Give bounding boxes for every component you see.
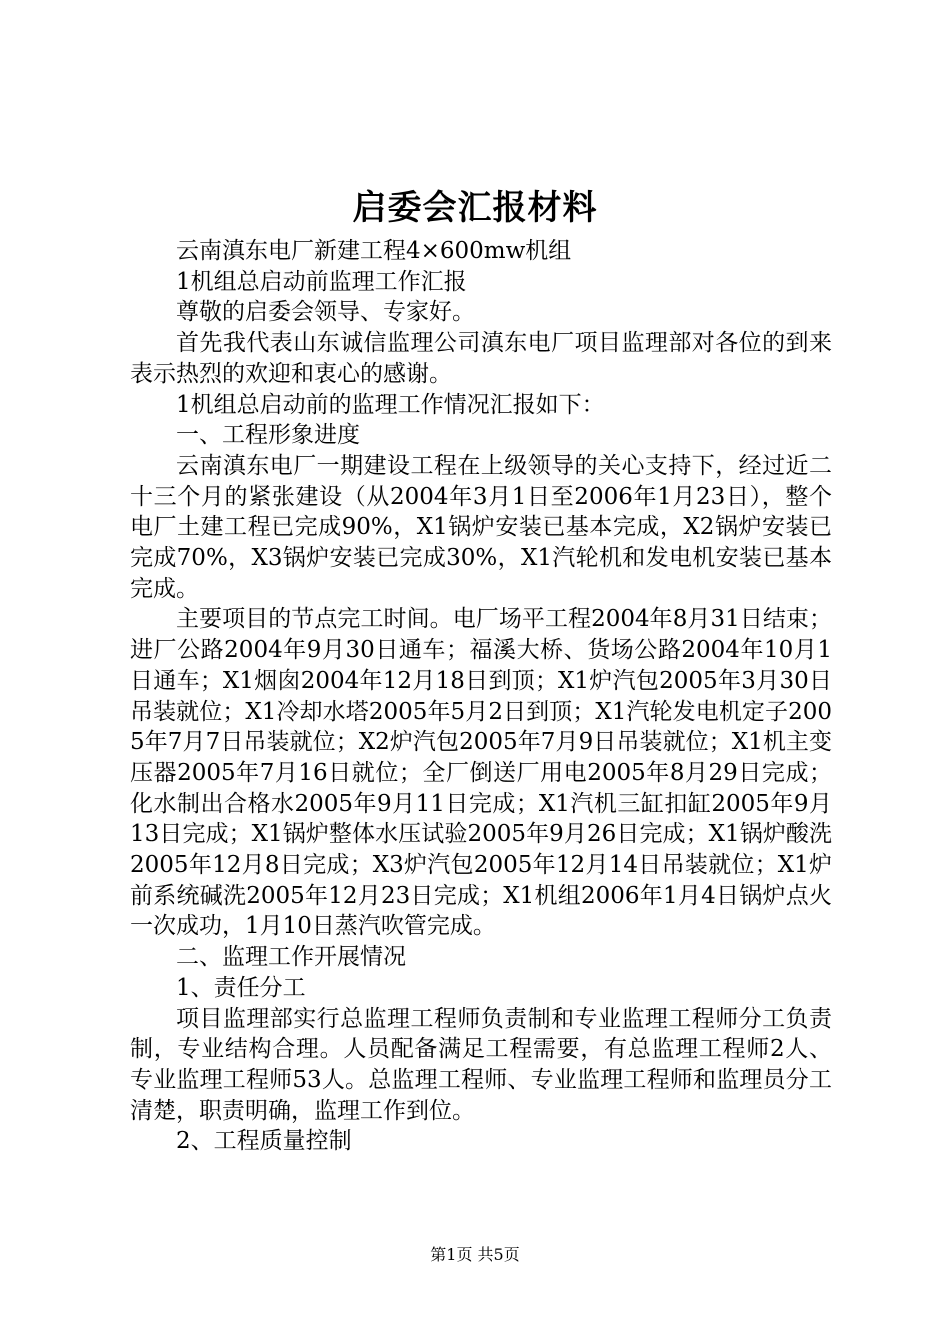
subsection-heading-responsibility: 1、责任分工 [176, 974, 306, 1001]
paragraph-report-intro: 1机组总启动前的监理工作情况汇报如下： [176, 391, 605, 418]
section-heading-progress: 一、工程形象进度 [176, 422, 360, 449]
paragraph-project-name: 云南滇东电厂新建工程4×600mw机组 [176, 238, 572, 264]
paragraph-welcome: 首先我代表山东诚信监理公司滇东电厂项目监理部对各位的到来表示热烈的欢迎和衷心的感谢。 [130, 330, 832, 387]
paragraph-greeting: 尊敬的启委会领导、专家好。 [176, 299, 475, 326]
subsection-heading-quality: 2、工程质量控制 [176, 1128, 352, 1155]
paragraph-responsibility: 项目监理部实行总监理工程师负责制和专业监理工程师分工负责制，专业结构合理。人员配备满足工程需要，有总监理工程师2人、专业监理工程师53人。总监理工程师、专业监理工程师和监理员分工清楚，职责明确，监理工作到位。 [130, 1005, 832, 1124]
paragraph-report-subtitle: 1机组总启动前监理工作汇报 [176, 268, 467, 295]
paragraph-progress-overview: 云南滇东电厂一期建设工程在上级领导的关心支持下，经过近二十三个月的紧张建设（从2004年3月1日至2006年1月23日），整个电厂土建工程已完成90%，X1锅炉安装已基本完成，X2锅炉安装已完成70%，X3锅炉安装已完成30%，X1汽轮机和发电机安装已基本完成。 [130, 452, 832, 602]
document-body [130, 236, 832, 1157]
document-title: 启委会汇报材料 [352, 188, 598, 228]
paragraph-milestones: 主要项目的节点完工时间。电厂场平工程2004年8月31日结束；进厂公路2004年9月30日通车；福溪大桥、货场公路2004年10月1日通车；X1烟囱2004年12月18日到顶；X1炉汽包2005年3月30日吊装就位；X1冷却水塔2005年5月2日到顶；X1汽轮发电机定子2005年7月7日吊装就位；X2炉汽包2005年7月9日吊装就位；X1机主变压器2005年7月16日就位；全厂倒送厂用电2005年8月29日完成；化水制出合格水2005年9月11日完成；X1汽机三缸扣缸2005年9月13日完成；X1锅炉整体水压试验2005年9月26日完成；X1锅炉酸洗2005年12月8日完成；X3炉汽包2005年12月14日吊装就位；X1炉前系统碱洗2005年12月23日完成；X1机组2006年1月4日锅炉点火一次成功，1月10日蒸汽吹管完成。 [130, 606, 832, 940]
page-footer: 第1页 共5页 [430, 1245, 520, 1264]
section-heading-supervision: 二、监理工作开展情况 [176, 944, 406, 971]
